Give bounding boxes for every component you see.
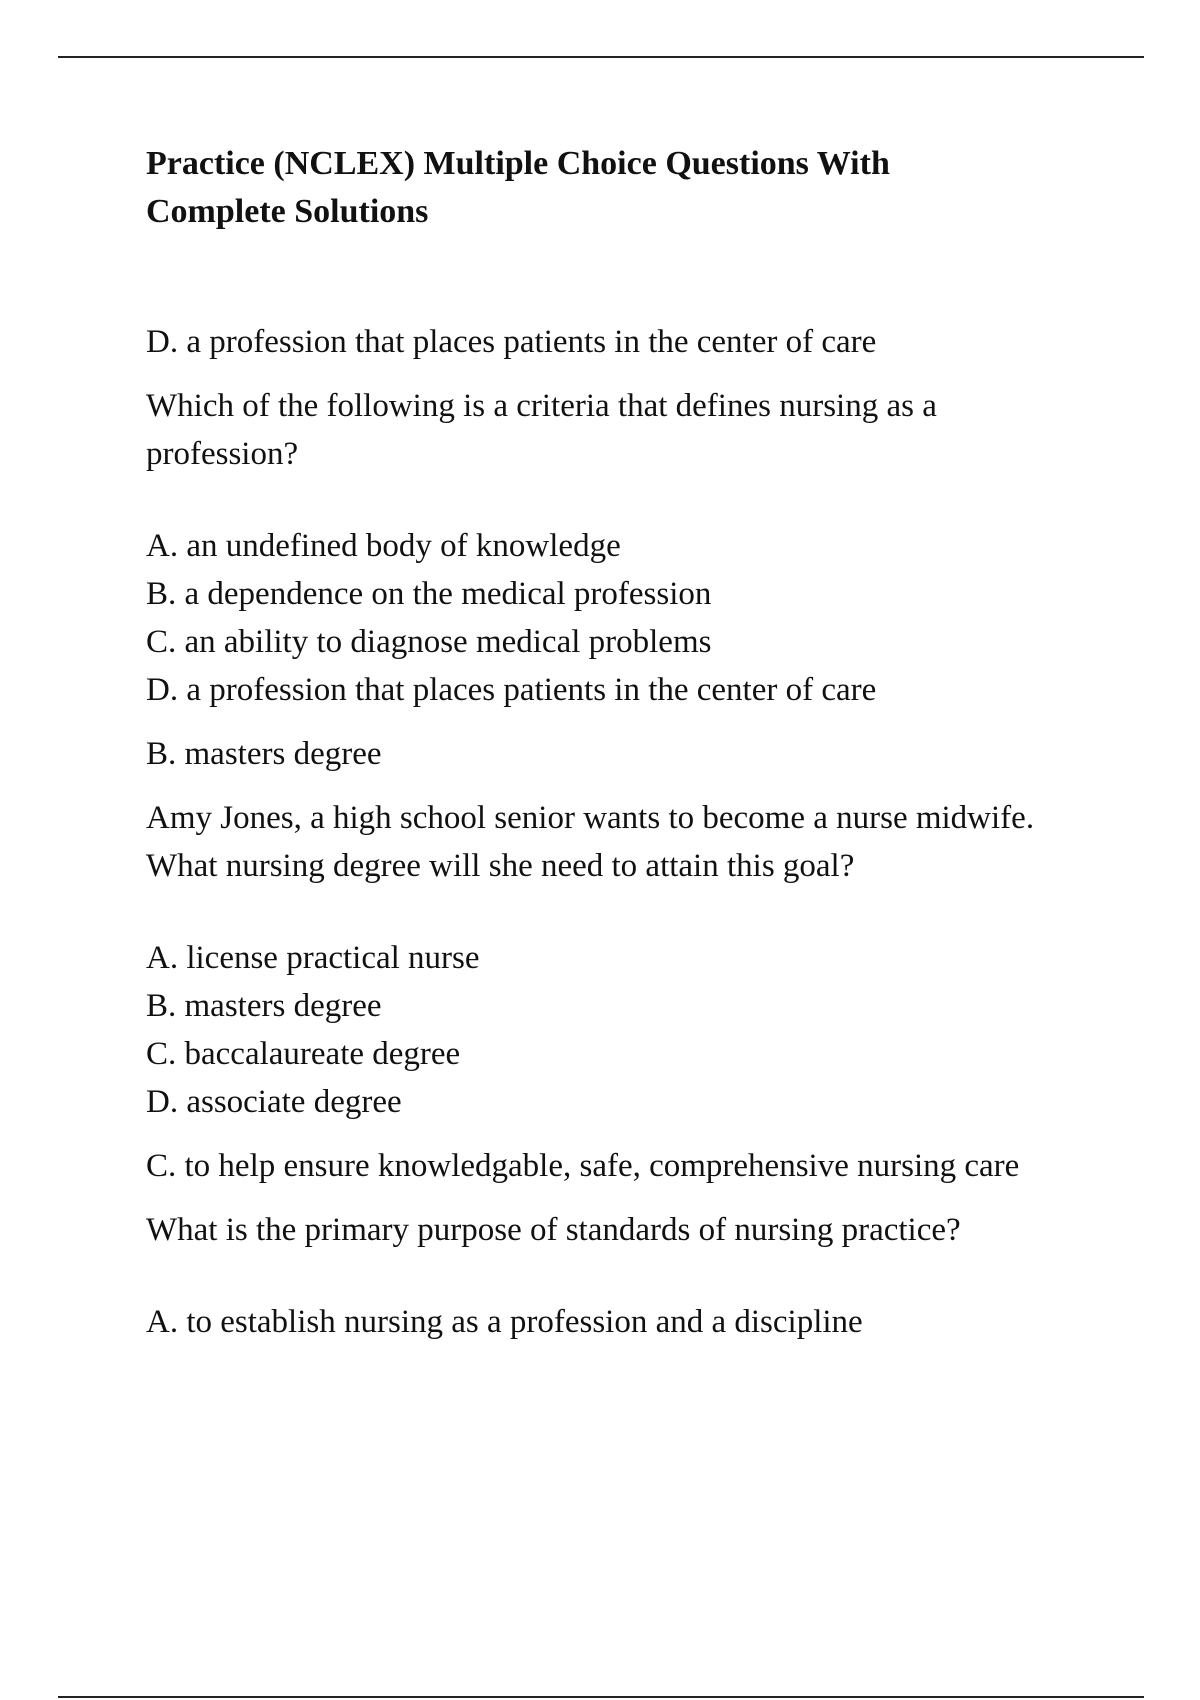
- document-title: [146, 140, 1086, 236]
- title-line-1: Practice (NCLEX) Multiple Choice Questions With: [146, 145, 890, 182]
- question-1-option-a: A. an undefined body of knowledge: [146, 528, 621, 564]
- question-3: What is the primary purpose of standards of nursing practice?: [146, 1212, 961, 1248]
- question-1-option-d: D. a profession that places patients in the center of care: [146, 672, 877, 708]
- question-2-option-c: C. baccalaureate degree: [146, 1036, 461, 1072]
- question-1: Which of the following is a criteria that defines nursing as a profession?: [146, 388, 946, 472]
- question-3-options: [146, 1298, 1086, 1346]
- answer-1: D. a profession that places patients in the center of care: [146, 324, 877, 360]
- answer-2: B. masters degree: [146, 736, 382, 772]
- question-2-option-a: A. license practical nurse: [146, 940, 480, 976]
- question-2-options: [146, 934, 1086, 1126]
- question-3-option-a: A. to establish nursing as a profession and a discipline: [146, 1304, 863, 1340]
- title-line-2: Complete Solutions: [146, 193, 429, 230]
- question-1-option-b: B. a dependence on the medical profession: [146, 576, 712, 612]
- question-1-options: [146, 522, 1086, 714]
- question-2-option-b: B. masters degree: [146, 988, 382, 1024]
- document-body: [146, 140, 1086, 1346]
- question-2: Amy Jones, a high school senior wants to become a nurse midwife. What nursing degree will she need to attain this goal?: [146, 800, 1042, 884]
- question-1-option-c: C. an ability to diagnose medical problems: [146, 624, 712, 660]
- bottom-rule: [58, 1696, 1144, 1698]
- top-rule: [58, 56, 1144, 58]
- question-2-option-d: D. associate degree: [146, 1084, 402, 1120]
- answer-3: C. to help ensure knowledgable, safe, comprehensive nursing care: [146, 1148, 1020, 1184]
